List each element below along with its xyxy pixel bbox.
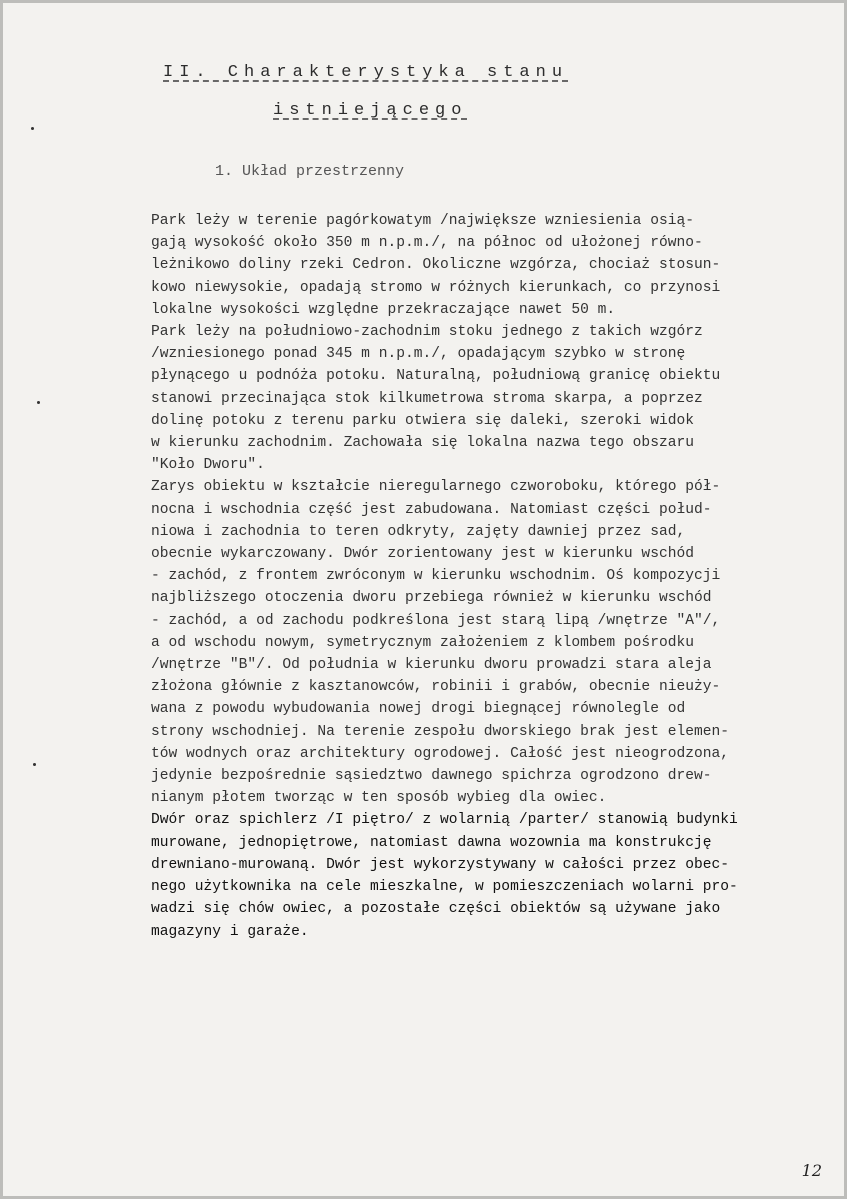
text-line: drewniano-murowaną. Dwór jest wykorzystywany w całości przez obec- (151, 856, 730, 873)
text-line: stanowi przecinająca stok kilkumetrowa stroma skarpa, a poprzez (151, 390, 703, 407)
text-line: murowane, jednopiętrowe, natomiast dawna wozownia ma konstrukcję (151, 834, 712, 851)
text-line: obecnie wykarczowany. Dwór zorientowany jest w kierunku wschód (151, 546, 694, 563)
text-line: lokalne wysokości względne przekraczające nawet 50 m. (151, 301, 616, 318)
text-line: "Koło Dworu". (151, 457, 265, 474)
text-line: nocna i wschodnia część jest zabudowana. Natomiast części połud- (151, 501, 712, 518)
text-line: dolinę potoku z terenu parku otwiera się daleki, szeroki widok (151, 412, 694, 429)
scan-mark (37, 401, 40, 404)
text-line: niowa i zachodnia to teren odkryty, zajęty dawniej przez sad, (151, 523, 686, 540)
text-line: - zachód, z frontem zwróconym w kierunku wschodnim. Oś kompozycji (151, 568, 721, 585)
text-line: strony wschodniej. Na terenie zespołu dworskiego brak jest elemen- (151, 723, 730, 740)
text-line: - zachód, a od zachodu podkreślona jest starą lipą /wnętrze "A"/, (151, 612, 721, 629)
scan-mark (31, 127, 34, 130)
text-line: Zarys obiektu w kształcie nieregularnego czworoboku, którego pół- (151, 479, 721, 496)
page-number: 12 (801, 1161, 822, 1180)
chapter-title-line-2: istniejącego (273, 101, 468, 120)
text-line: a od wschodu nowym, symetrycznym założeniem z klombem pośrodku (151, 634, 694, 651)
chapter-title-line-1: II. Charakterystyka stanu (163, 63, 569, 82)
text-line: nego użytkownika na cele mieszkalne, w pomieszczeniach wolarni pro- (151, 879, 738, 896)
text-line: kowo niewysokie, opadają stromo w różnych kierunkach, co przynosi (151, 279, 721, 296)
text-line: Park leży w terenie pagórkowatym /największe wzniesienia osią- (151, 213, 694, 229)
text-line: złożona głównie z kasztanowców, robinii i grabów, obecnie nieuży- (151, 679, 721, 696)
text-line: magazyny i garaże. (151, 923, 309, 940)
section-heading: 1. Układ przestrzenny (215, 163, 405, 180)
text-line: płynącego u podnóża potoku. Naturalną, południową granicę obiektu (151, 368, 721, 385)
text-line: najbliższego otoczenia dworu przebiega również w kierunku wschód (151, 590, 712, 607)
text-line: w kierunku zachodnim. Zachowała się lokalna nazwa tego obszaru (151, 435, 694, 452)
body-text (151, 210, 841, 943)
text-line: /wzniesionego ponad 345 m n.p.m./, opadającym szybko w stronę (151, 346, 686, 363)
text-line: /wnętrze "B"/. Od południa w kierunku dworu prowadzi stara aleja (151, 657, 712, 674)
text-line: nianym płotem tworząc w ten sposób wybieg dla owiec. (151, 790, 607, 807)
text-line: jedynie bezpośrednie sąsiedztwo dawnego spichrza ogrodzono drew- (151, 768, 712, 785)
text-line: Dwór oraz spichlerz /I piętro/ z wolarnią /parter/ stanowią budynki (151, 812, 738, 829)
scan-mark (33, 763, 36, 766)
text-line: Park leży na południowo-zachodnim stoku jednego z takich wzgórz (151, 324, 703, 341)
text-line: wana z powodu wybudowania nowej drogi biegnącej równolegle od (151, 701, 686, 718)
text-line: tów wodnych oraz architektury ogrodowej. Całość jest nieogrodzona, (151, 745, 730, 762)
text-line: leżnikowo doliny rzeki Cedron. Okoliczne wzgórza, chociaż stosun- (151, 257, 721, 274)
text-line: gają wysokość około 350 m n.p.m./, na północ od ułożonej równo- (151, 235, 703, 252)
text-line: wadzi się chów owiec, a pozostałe części obiektów są używane jako (151, 901, 721, 918)
